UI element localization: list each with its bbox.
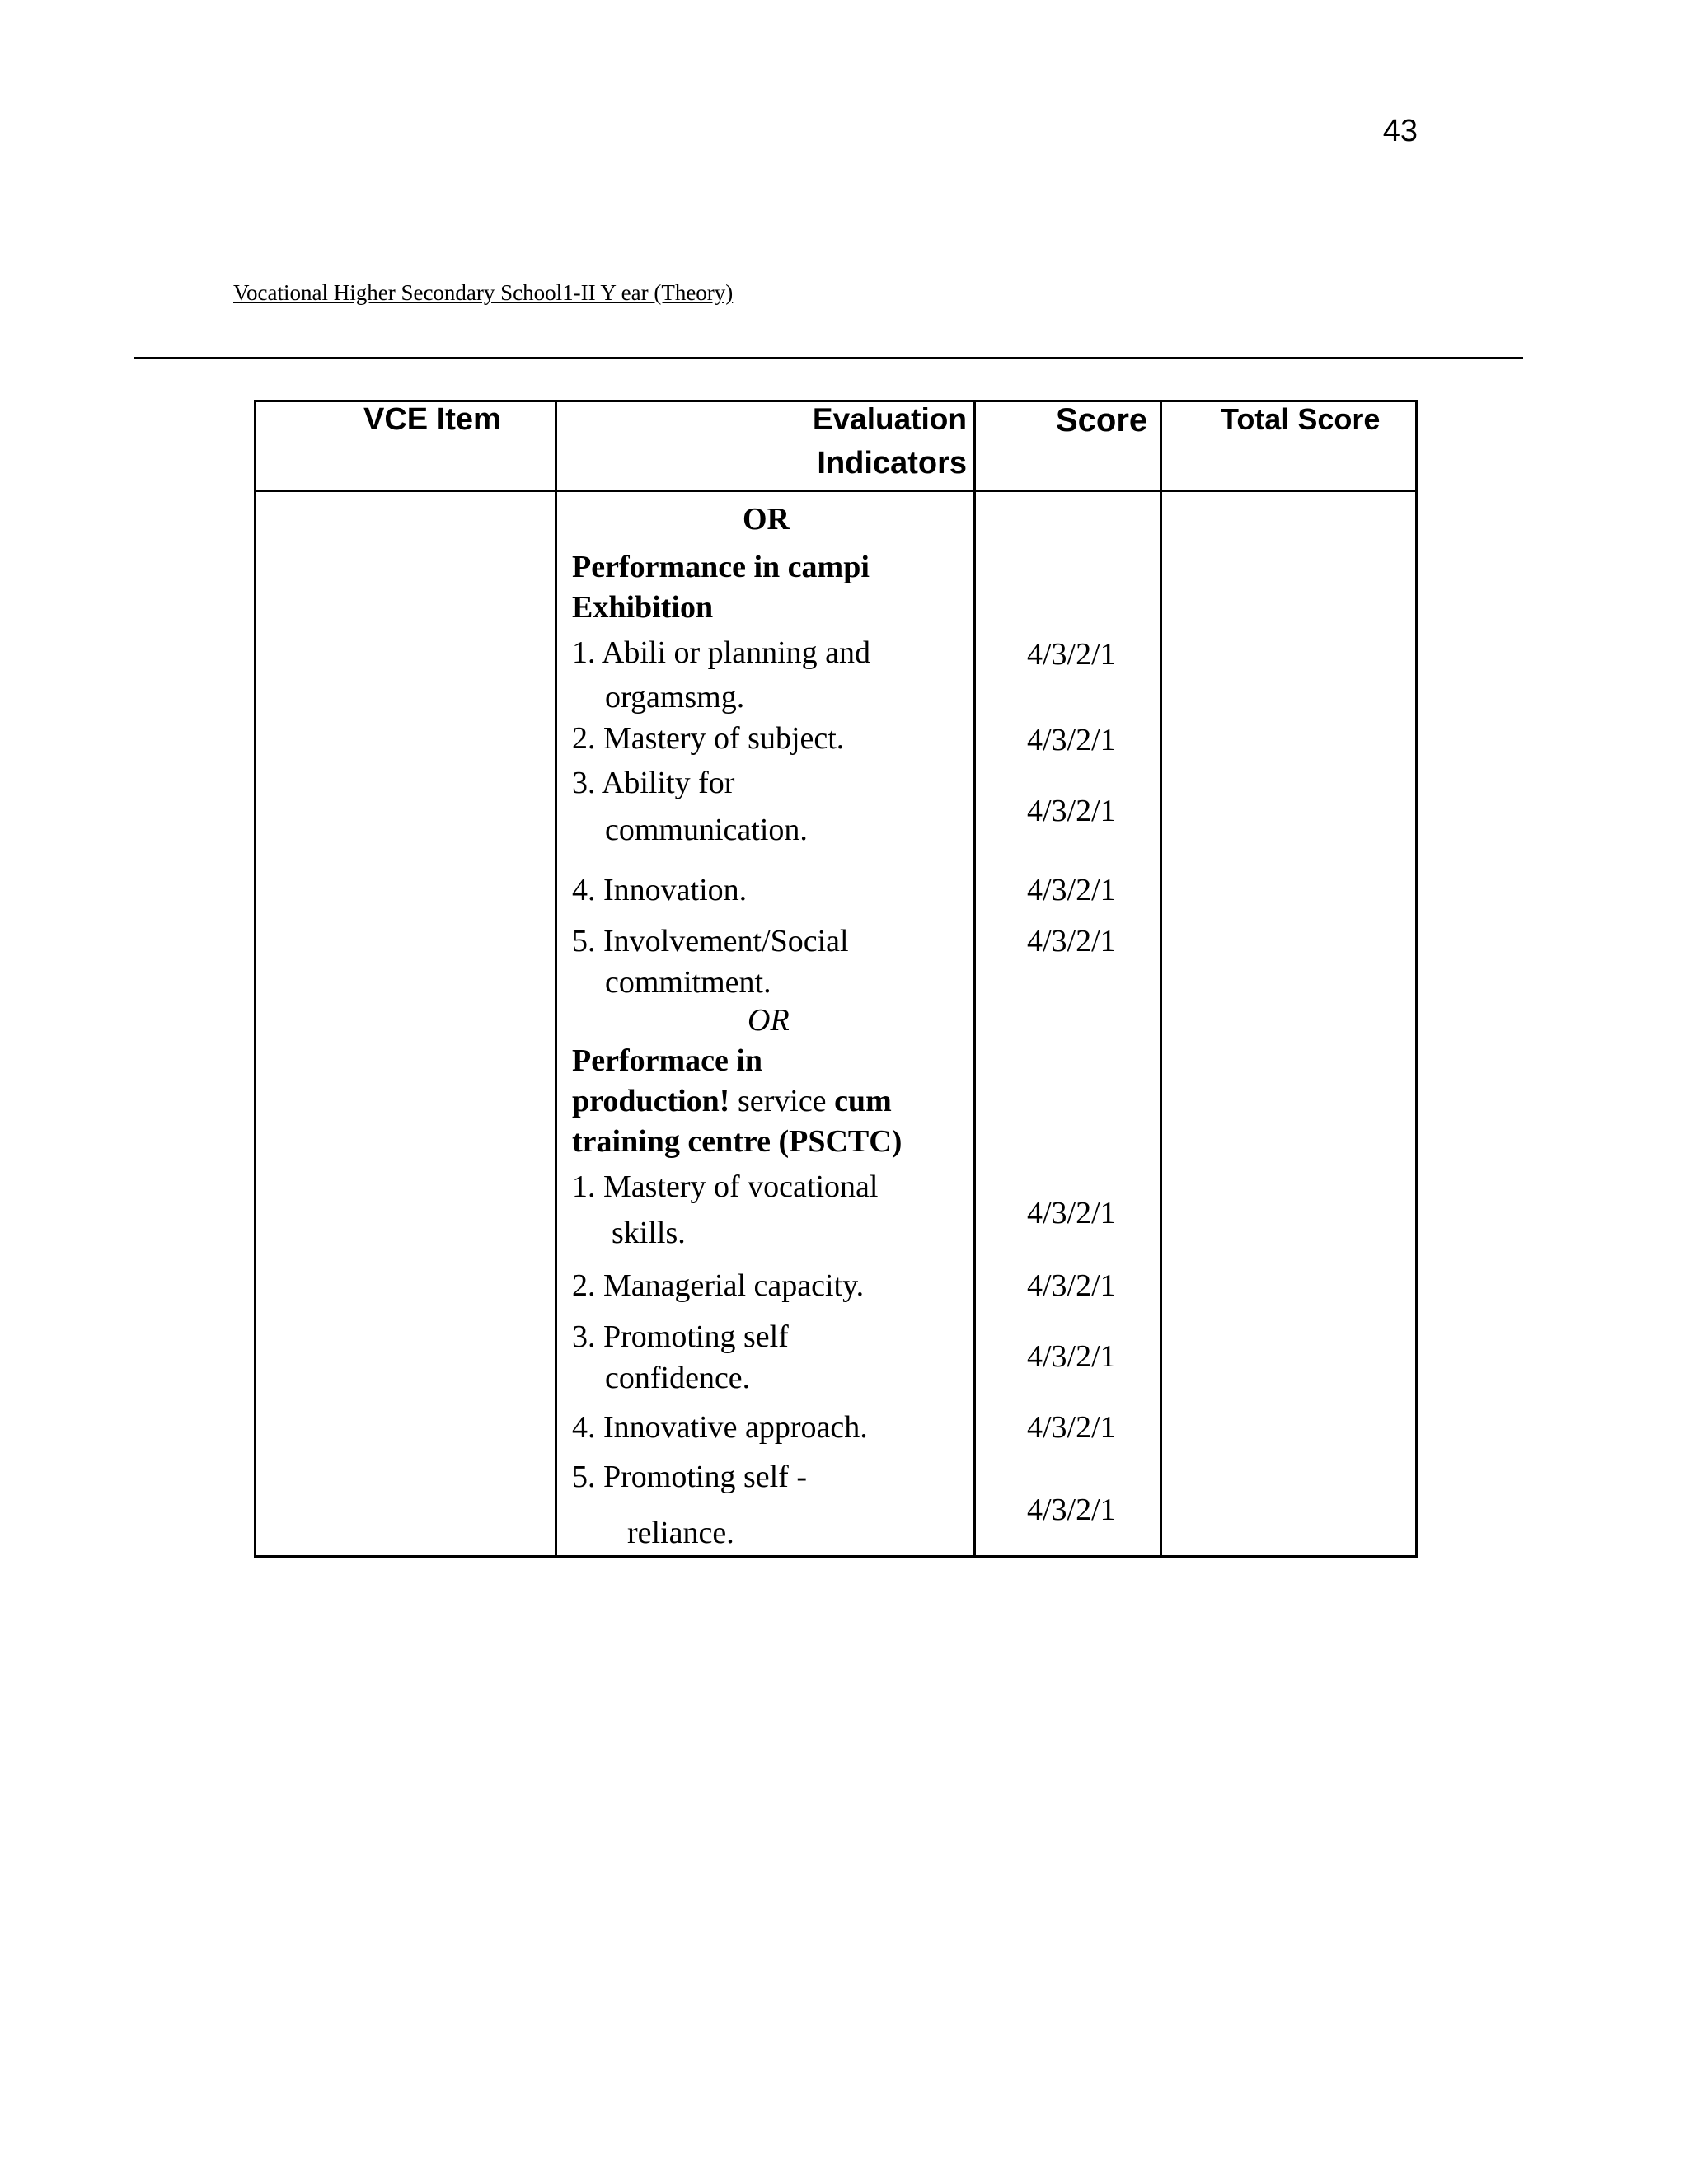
- section-heading: Performance in campi: [572, 550, 870, 584]
- score-value: 4/3/2/1: [1027, 637, 1116, 672]
- or-separator: OR: [743, 502, 790, 537]
- section-heading: Exhibition: [572, 590, 714, 625]
- section-heading: training centre (PSCTC): [572, 1124, 903, 1159]
- header-vce-item: VCE Item: [363, 402, 501, 437]
- score-value: 4/3/2/1: [1027, 1410, 1116, 1445]
- header-score: Score: [1056, 402, 1148, 438]
- heading-fragment: production!: [572, 1084, 730, 1118]
- header-rule: [134, 357, 1523, 359]
- score-value: 4/3/2/1: [1027, 1268, 1116, 1303]
- score-value: 4/3/2/1: [1027, 1339, 1116, 1374]
- or-separator: OR: [748, 1003, 790, 1038]
- indicator-item: 3. Promoting self: [572, 1319, 789, 1354]
- score-value: 4/3/2/1: [1027, 873, 1116, 907]
- indicator-item: 3. Ability for: [572, 766, 735, 800]
- score-value: 4/3/2/1: [1027, 794, 1116, 828]
- running-header: Vocational Higher Secondary School1-II Y ear (Theory): [233, 280, 734, 305]
- score-value: 4/3/2/1: [1027, 1493, 1116, 1527]
- page-number: 43: [1382, 114, 1418, 148]
- header-divider: [256, 490, 1415, 492]
- indicator-item-continued: communication.: [605, 813, 808, 847]
- indicator-item: 4. Innovation.: [572, 873, 748, 907]
- indicator-item-continued: confidence.: [605, 1361, 751, 1395]
- column-divider: [1160, 402, 1162, 1555]
- indicator-item: 2. Mastery of subject.: [572, 721, 845, 756]
- indicator-item-continued: reliance.: [627, 1516, 734, 1550]
- indicator-item: 5. Involvement/Social: [572, 924, 849, 958]
- score-value: 4/3/2/1: [1027, 924, 1116, 958]
- score-value: 4/3/2/1: [1027, 723, 1116, 757]
- heading-fragment: cum: [834, 1084, 892, 1118]
- indicator-item-continued: skills.: [612, 1216, 686, 1250]
- indicator-item-continued: orgamsmg.: [605, 680, 745, 715]
- indicator-item: 1. Abili or planning and: [572, 635, 871, 670]
- indicator-item-continued: commitment.: [605, 965, 771, 1000]
- section-heading: Performace in: [572, 1043, 763, 1078]
- indicator-item: 4. Innovative approach.: [572, 1410, 868, 1445]
- evaluation-table: [254, 400, 1418, 1558]
- score-value: 4/3/2/1: [1027, 1196, 1116, 1230]
- heading-fragment: service: [729, 1084, 835, 1118]
- header-indicators: Indicators: [817, 446, 967, 480]
- indicator-item: 2. Managerial capacity.: [572, 1268, 865, 1303]
- header-total-score: Total Score: [1221, 402, 1381, 436]
- column-divider: [555, 402, 557, 1555]
- column-divider: [973, 402, 976, 1555]
- indicator-item: 5. Promoting self -: [572, 1460, 807, 1494]
- header-evaluation: Evaluation: [812, 402, 967, 436]
- section-heading: [572, 1083, 892, 1119]
- indicator-item: 1. Mastery of vocational: [572, 1169, 879, 1204]
